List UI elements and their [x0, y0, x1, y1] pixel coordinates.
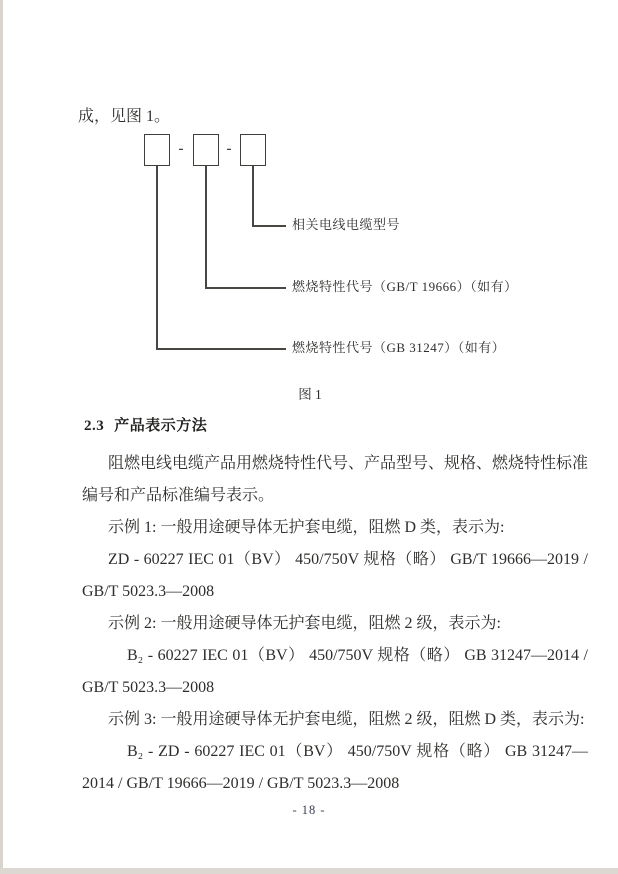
connector-hline-box1: [156, 348, 286, 350]
intro-text: 成，见图 1。: [78, 108, 171, 125]
paragraph-representation: 阻燃电线电缆产品用燃烧特性代号、产品型号、规格、燃烧特性标准编号和产品标准编号表示。: [82, 455, 589, 504]
connector-vline-box3: [252, 166, 254, 226]
paragraph-example2-intro: 示例 2: 一般用途硬导体无护套电缆，阻燃 2 级，表示为:: [108, 615, 501, 632]
connector-hline-box2: [205, 287, 286, 289]
box-separator-1: -: [178, 141, 184, 157]
paragraph-example1-code: ZD - 60227 IEC 01（BV） 450/750V 规格（略） GB/T 19666—2019 / GB/T 5023.3—2008: [82, 551, 588, 600]
connector-vline-box1: [156, 166, 158, 349]
section-title: 产品表示方法: [114, 417, 208, 434]
paragraph-example2-code: B₂ - 60227 IEC 01（BV） 450/750V 规格（略） GB 31247—2014 / GB/T 5023.3—2008: [82, 647, 588, 696]
paragraph-example3-intro: 示例 3: 一般用途硬导体无护套电缆，阻燃 2 级，阻燃 D 类，表示为:: [108, 711, 585, 728]
connector-vline-box2: [205, 166, 207, 288]
figure-diagram: [0, 130, 618, 412]
connector-hline-box3: [252, 225, 286, 227]
paragraph-example1-intro: 示例 1: 一般用途硬导体无护套电缆，阻燃 D 类，表示为:: [108, 519, 505, 536]
scan-bottom-edge: [0, 868, 618, 874]
figure-caption: 图 1: [298, 387, 322, 402]
model-code-box-2: [193, 134, 219, 166]
figure-label-gb31247: 燃烧特性代号（GB 31247）（如有）: [292, 340, 506, 355]
figure-label-cable-model: 相关电线电缆型号: [292, 217, 401, 232]
section-number: 2.3: [84, 418, 105, 434]
figure-label-gbt19666: 燃烧特性代号（GB/T 19666）（如有）: [292, 279, 518, 294]
box-separator-2: -: [226, 141, 232, 157]
paragraph-example3-code: B₂ - ZD - 60227 IEC 01（BV） 450/750V 规格（略） GB 31247—2014 / GB/T 19666—2019 / GB/T 5023.3—2008: [82, 743, 588, 792]
model-code-box-3: [240, 134, 266, 166]
page-number: - 18 -: [292, 803, 326, 817]
section-heading: [84, 414, 207, 435]
model-code-box-1: [144, 134, 170, 166]
body-text: [82, 448, 588, 800]
